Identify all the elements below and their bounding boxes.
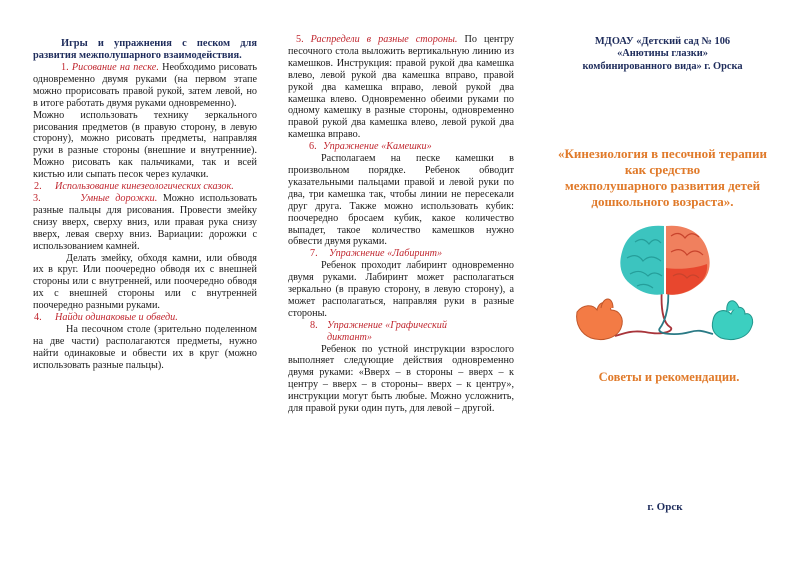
right-hand-icon xyxy=(712,301,752,340)
list-item-3 xyxy=(33,193,257,253)
item-number: 4. xyxy=(34,312,42,324)
item-8-text: Ребенок по устной инструкции взрослого выполняет следующие действия одновременно двумя руками: «Вверх – в стороны – вверх – к центру – вверх – в стороны– вверх – к центру», инструкции могут быть любые. Можно усложнить, для правой руки один путь, для левой – другой. xyxy=(288,343,514,415)
org-line-2: «Анютины глазки» xyxy=(617,48,708,60)
title-line-2: как средство xyxy=(624,162,701,177)
item-number: 3. xyxy=(33,192,41,204)
title-line-4: дошкольного возраста». xyxy=(591,194,734,209)
title-line-1: «Кинезиология в песочной терапии xyxy=(557,146,768,161)
brochure-title xyxy=(540,146,785,210)
item-text: Необходимо рисовать одновременно двумя руками (на первом этапе можно прорисовать правой рукой, затем левой, но в итоге работать двумя руками одновременно). xyxy=(33,62,257,109)
item-text: Можно использовать разные пальцы для рисования. Провести змейку снизу вверх, сверху вниз, или правая рука снизу вверх, левая сверху вниз. Вариации: дорожки с использованием камней. xyxy=(33,192,258,252)
item-title: Упражнение «Камешки» xyxy=(323,141,432,153)
panel-left xyxy=(33,38,257,372)
list-item-8 xyxy=(288,320,514,344)
item-title: Распредели в разные стороны. xyxy=(310,34,458,45)
panel-cover xyxy=(540,0,800,540)
item-number: 7. xyxy=(310,248,318,260)
list-item-5 xyxy=(288,34,514,141)
item-number: 5. xyxy=(296,34,304,45)
org-line-3: комбинированного вида» г. Орска xyxy=(582,60,743,72)
list-item-1 xyxy=(33,62,257,110)
item-4-text: На песочном столе (зрительно поделенном на две части) располагаются предметы, нужно найти одинаковые и обвести их в круг (можно использовать разные пальцы). xyxy=(33,323,257,371)
item-number: 2. xyxy=(34,181,42,193)
item-1-extra: Можно использовать технику зеркального рисования предметов (в правую сторону, в левую сторону), можно рисовать предметы, направляя руки в разные стороны (внешние и внутренние). Можно рисовать как пальчиками, так и всей кистью или сыпать песок через кулачки. xyxy=(33,109,257,181)
title-line-3: межполушарного развития детей xyxy=(564,178,761,193)
list-item-6 xyxy=(288,141,514,153)
item-title: Рисование на песке. xyxy=(71,62,159,73)
item-title: Использование кинезеологических сказок. xyxy=(55,181,234,193)
panel-heading: Игры и упражнения с песком для развития межполушарного взаимодействия. xyxy=(33,38,257,61)
org-line-1: МДОАУ «Детский сад № 106 xyxy=(594,36,731,47)
subtitle: Советы и рекомендации. xyxy=(598,370,740,384)
panel-middle xyxy=(288,34,514,415)
item-6-text: Располагаем на песке камешки в произвольном порядке. Ребенок обводит указательными пальцами правой и левой руки по два, три камешка так, чтобы линии не пересекали друг друга. Также можно использовать кубик: поочередно бросаем кубик, какое количество выпадет, такое количество камешков нужно обвести двумя руками. xyxy=(288,153,514,248)
item-7-text: Ребенок проходит лабиринт одновременно двумя руками. Лабиринт может располагаться зеркально (в правую сторону, в левую сторону), а может располагаться, направляя руки в разные стороны. xyxy=(288,260,514,319)
list-item-2 xyxy=(33,181,257,193)
organization-block xyxy=(540,36,785,73)
item-title: Умные дорожки. xyxy=(80,192,158,204)
item-number: 1. xyxy=(61,62,69,73)
list-item-4 xyxy=(33,312,257,324)
item-number: 8. xyxy=(310,319,318,331)
list-item-7 xyxy=(288,248,514,260)
item-title: Упражнение «Лабиринт» xyxy=(329,248,443,260)
brain-with-hands-icon xyxy=(575,224,755,344)
item-3-extra: Делать змейку, обходя камни, или обводя их в круг. Или поочередно обводя их с внешней стороны или с внутренней, или поочередно обводя их с внешней стороны или с внутренней поочередно разными руками. xyxy=(33,252,257,312)
left-hand-icon xyxy=(577,299,623,340)
city-label: г. Орск xyxy=(647,501,683,513)
item-title: Найди одинаковые и обведи. xyxy=(55,312,178,324)
item-title: Упражнение «Графический диктант» xyxy=(327,319,447,343)
item-text: По центру песочного стола выложить вертикальную линию из камешков. Инструкция: правой рукой два камешка влево, левой рукой два камешка вправо, правой рукой два камешка вправо, левой рукой два камешка влево. Одновременно обеими руками по одному камешку в разные стороны, одновременно правой рукой два камешка влево, левой рукой два камешка вправо. xyxy=(288,34,515,141)
item-number: 6. xyxy=(309,141,317,153)
